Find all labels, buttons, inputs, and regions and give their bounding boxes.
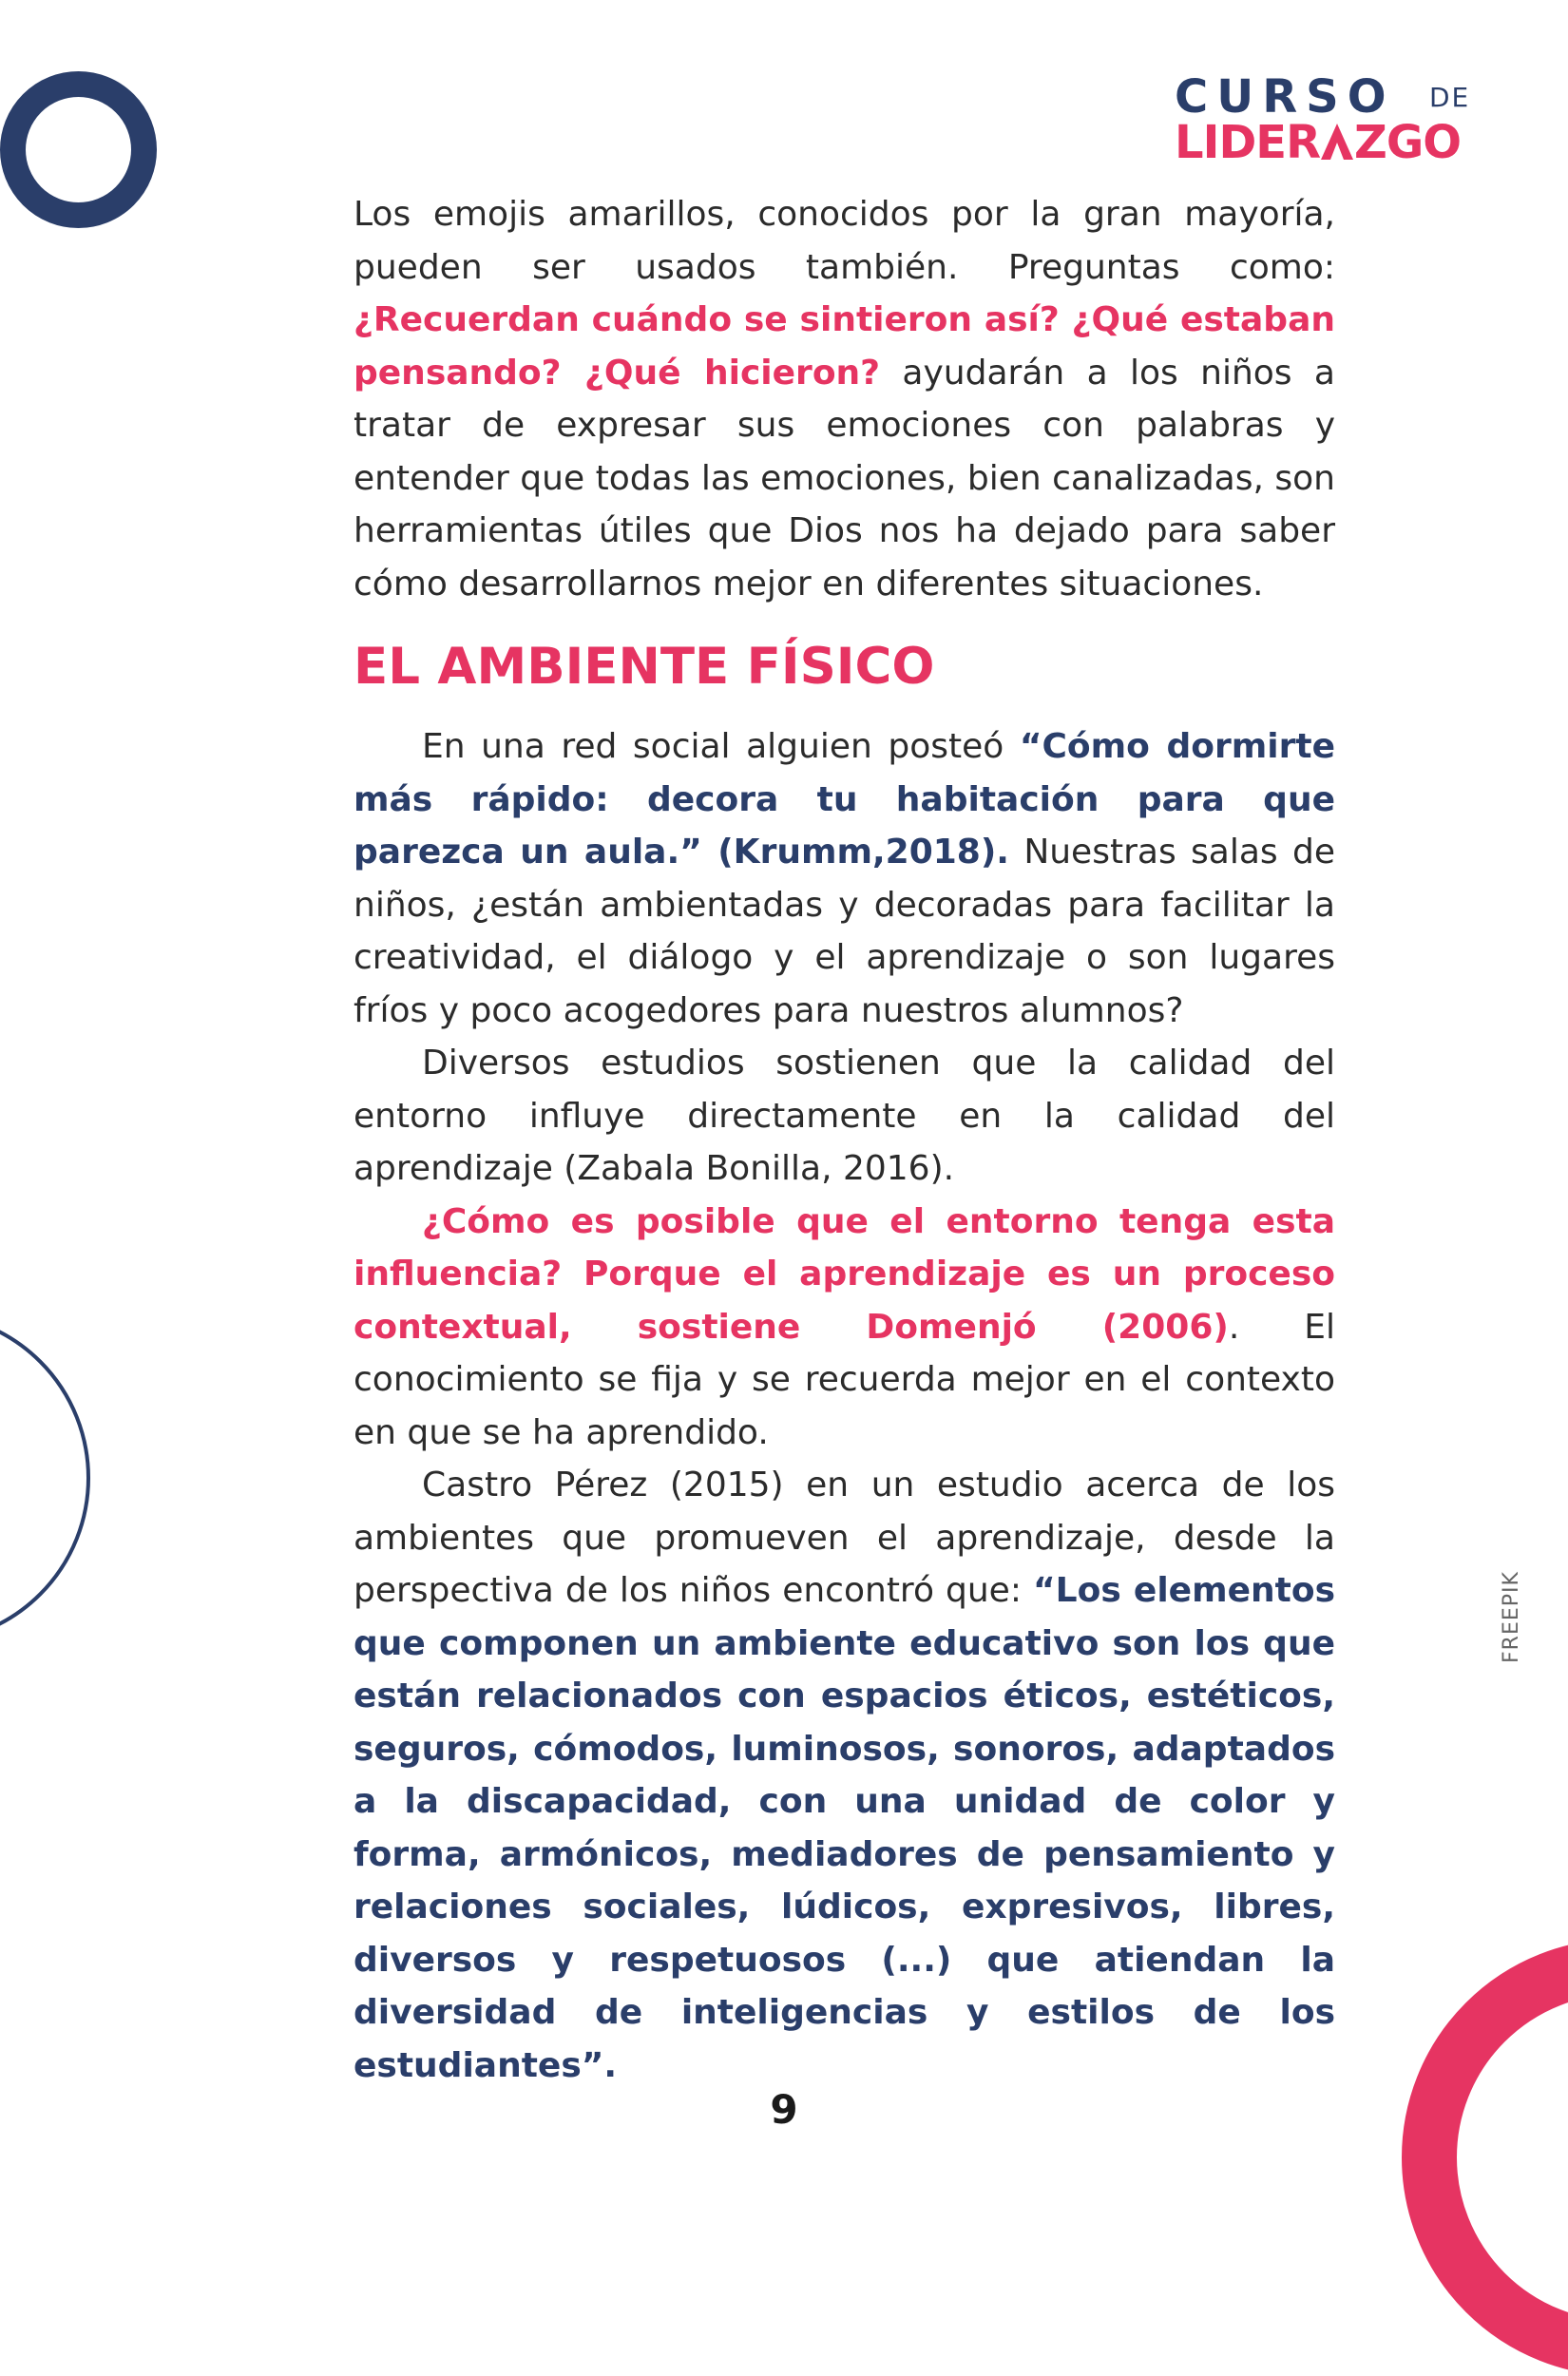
text: . El conocimiento se fija y se recuerda mejor en el contexto en que se ha aprendido. [354, 1307, 1335, 1452]
decorative-ring-middle-left [0, 1312, 90, 1644]
highlighted-quote: “Los elementos que componen un ambiente educativo son los que están relacionados con espacios éticos, estéticos, seguros, cómodos, luminosos, sonoros, adaptados a la discapacidad, con una unidad de color y forma, armónicos, mediadores de pensamiento y relaciones sociales, lúdicos, expresivos, libres, diversos y respetuosos (...) que atiendan la diversidad de inteligencias y estilos de los estudiantes”. [354, 1571, 1336, 2085]
decorative-ring-top-left [0, 71, 157, 228]
highlighted-questions: ¿Recuerdan cuándo se sintieron así? ¿Qué estaban pensando? ¿Qué hicieron? [354, 300, 1335, 393]
paragraph-studies: Diversos estudios sostienen que la calidad del entorno influye directamente en la calidad del aprendizaje (Zabala Bonilla, 2016). [354, 1044, 1335, 1188]
logo-triangle-icon [1321, 124, 1353, 160]
highlighted-quote: “Cómo dormirte más rápido: decora tu habitación para que parezca un aula.” (Krumm,2018). [354, 727, 1336, 872]
logo-zgo: ZGO [1354, 116, 1462, 169]
logo-lider: LIDER [1175, 116, 1321, 169]
highlighted-question: ¿Cómo es posible que el entorno tenga esta influencia? Porque el aprendizaje es un proceso contextual, sostiene Domenjó (2006) [354, 1201, 1335, 1347]
logo-liderazgo [1175, 118, 1461, 167]
text: ayudarán a los niños a tratar de expresar sus emociones con palabras y entender que todas las emociones, bien canalizadas, son herramientas útiles que Dios nos ha dejado para saber cómo desarrollarnos mejor en diferentes situaciones. [354, 353, 1335, 604]
paragraph-castro-perez [354, 1459, 1335, 2092]
section-heading: EL AMBIENTE FÍSICO [354, 638, 935, 696]
image-credit: FREEPIK [1500, 1571, 1523, 1663]
paragraph-context [354, 1196, 1335, 1460]
text: Nuestras salas de niños, ¿están ambientadas y decoradas para facilitar la creatividad, el diálogo y el aprendizaje o son lugares fríos y poco acogedores para nuestros alumnos? [354, 833, 1335, 1030]
logo-curso: CURSO [1175, 70, 1395, 124]
logo-de: DE [1429, 82, 1471, 113]
paragraph-social-post [354, 720, 1335, 1037]
decorative-ring-bottom-right [1402, 1939, 1568, 2376]
paragraph-emojis [354, 188, 1335, 610]
text: Castro Pérez (2015) en un estudio acerca de los ambientes que promueven el aprendizaje, desde la perspectiva de los niños encontró que: [354, 1466, 1335, 1610]
page-body [354, 188, 1335, 2092]
text: En una red social alguien posteó [422, 727, 1020, 766]
page-number: 9 [770, 2086, 798, 2133]
text: Los emojis amarillos, conocidos por la gran mayoría, pueden ser usados también. Preguntas como: [354, 195, 1335, 287]
course-logo [1175, 72, 1479, 167]
